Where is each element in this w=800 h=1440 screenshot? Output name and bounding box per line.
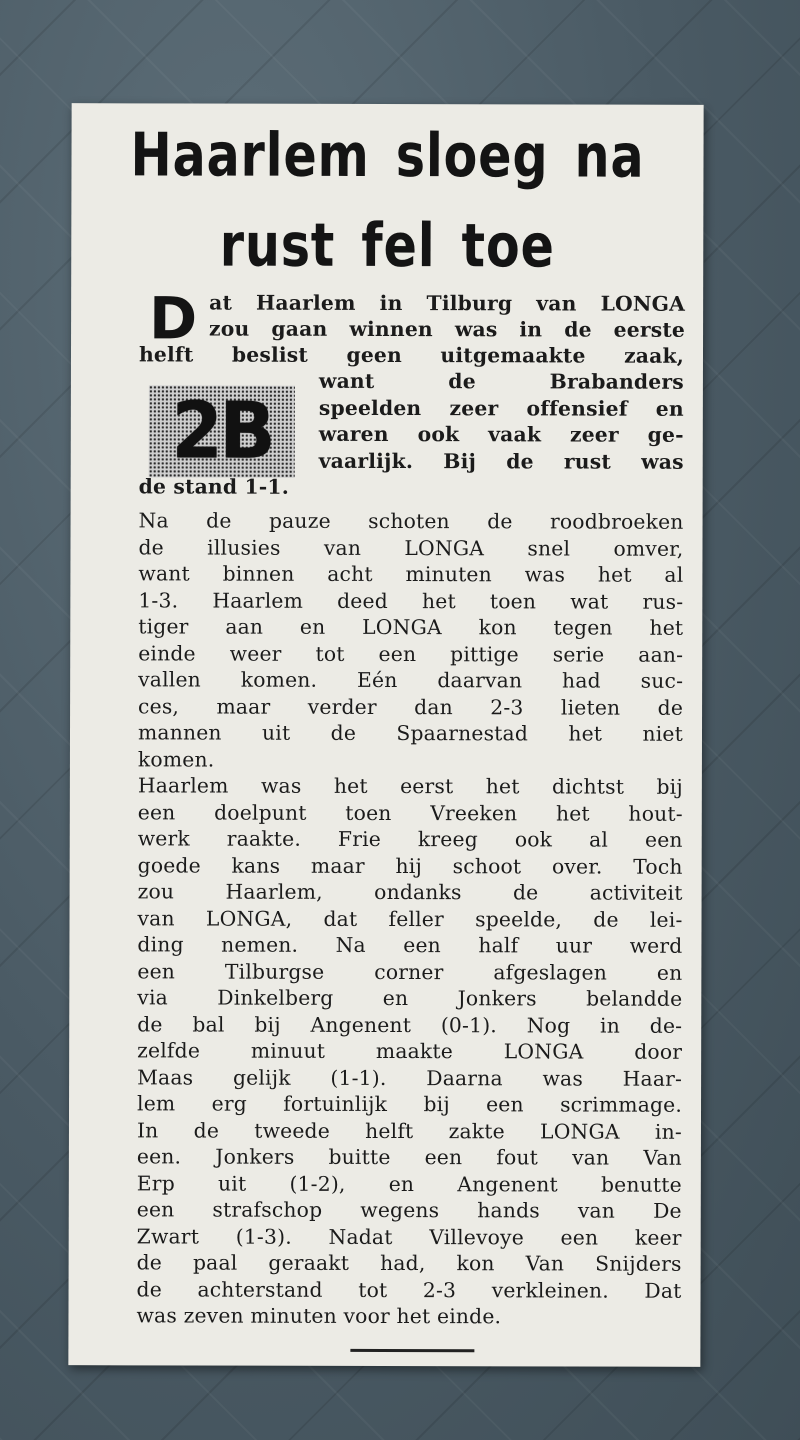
paragraph-line: 1-3. Haarlem deed het toen wat rus- bbox=[138, 587, 684, 614]
paragraph-line: Erp uit (1-2), en Angenent benutte bbox=[136, 1170, 682, 1197]
lead-block-end bbox=[139, 473, 684, 501]
lead-block-top bbox=[209, 290, 685, 318]
lead-block-beside-badge bbox=[319, 368, 684, 475]
paragraph-line: ces, maar verder dan 2-3 lieten de bbox=[138, 693, 684, 720]
paragraph-line: de bal bij Angenent (0-1). Nog in de- bbox=[137, 1011, 683, 1038]
paragraph-line: In de tweede helft zakte LONGA in- bbox=[136, 1117, 682, 1144]
paragraph-line: een doelpunt toen Vreeken het hout- bbox=[137, 799, 683, 826]
paragraph-line: mannen uit de Spaarnestad het niet bbox=[137, 720, 684, 746]
paragraph-line: goede kans maar hij schoot over. Toch bbox=[137, 852, 683, 879]
newspaper-clipping bbox=[68, 103, 703, 1367]
lead-line: de stand 1-1. bbox=[138, 474, 290, 499]
paragraph-line: via Dinkelberg en Jonkers belandde bbox=[137, 985, 683, 1011]
paragraph-line: Maas gelijk (1-1). Daarna was Haar- bbox=[137, 1064, 683, 1091]
paragraph-line: tiger aan en LONGA kon tegen het bbox=[138, 614, 684, 640]
paragraph-line: werk raakte. Frie kreeg ook al een bbox=[137, 826, 683, 852]
lead-block-full bbox=[139, 341, 684, 369]
paragraph-line: Zwart (1-3). Nadat Villevoye een keer bbox=[136, 1223, 682, 1250]
division-badge bbox=[149, 385, 295, 477]
paragraph-line: vallen komen. Eén daarvan had suc- bbox=[138, 667, 684, 693]
paragraph-line: van LONGA, dat feller speelde, de lei- bbox=[137, 905, 683, 932]
paragraph-2 bbox=[136, 772, 682, 1330]
paragraph-line: zelfde minuut maakte LONGA door bbox=[137, 1038, 683, 1064]
paragraph-line: een. Jonkers buitte een fout van Van bbox=[136, 1144, 682, 1170]
lead-line: waren ook vaak zeer ge- bbox=[318, 421, 684, 447]
paragraph-line: want binnen acht minuten was het al bbox=[138, 561, 684, 587]
closing-rule bbox=[350, 1349, 474, 1352]
paragraph-line: de achterstand tot 2-3 verkleinen. Dat bbox=[136, 1276, 682, 1303]
drop-cap: D bbox=[149, 284, 198, 353]
paragraph-line: Haarlem was het eerst het dichtst bij bbox=[137, 773, 683, 799]
paragraph-line: de paal geraakt had, kon Van Snijders bbox=[136, 1250, 682, 1276]
lead-block-top-2 bbox=[209, 316, 685, 344]
lead-line: helft beslist geen uitgemaakte zaak, bbox=[138, 342, 685, 368]
paragraph-line: was zeven minuten voor het einde. bbox=[136, 1303, 502, 1329]
division-badge-label: 2B bbox=[171, 386, 273, 477]
paragraph-1 bbox=[138, 507, 684, 773]
paragraph-line: Na de pauze schoten de roodbroeken bbox=[138, 508, 684, 534]
paragraph-line: ding nemen. Na een half uur werd bbox=[137, 932, 683, 958]
headline-line-1: Haarlem sloeg na bbox=[130, 120, 645, 192]
paragraph-line: lem erg fortuinlijk bij een scrimmage. bbox=[137, 1091, 683, 1117]
lead-line: vaarlijk. Bij de rust was bbox=[318, 448, 684, 474]
headline-line-2: rust fel toe bbox=[219, 210, 555, 282]
paragraph-line: een Tilburgse corner afgeslagen en bbox=[137, 958, 683, 985]
lead-line: zou gaan winnen was in de eerste bbox=[209, 316, 686, 342]
lead-line: at Haarlem in Tilburg van LONGA bbox=[209, 290, 686, 316]
paragraph-line: de illusies van LONGA snel omver, bbox=[138, 534, 684, 561]
paragraph-line: einde weer tot een pittige serie aan- bbox=[138, 640, 684, 667]
paragraph-line: zou Haarlem, ondanks de activiteit bbox=[137, 879, 683, 905]
lead-line: speelden zeer offensief en bbox=[318, 395, 684, 421]
lead-line: want de Brabanders bbox=[318, 368, 684, 394]
paragraph-line: komen. bbox=[137, 746, 215, 772]
paragraph-line: een strafschop wegens hands van De bbox=[136, 1197, 682, 1223]
